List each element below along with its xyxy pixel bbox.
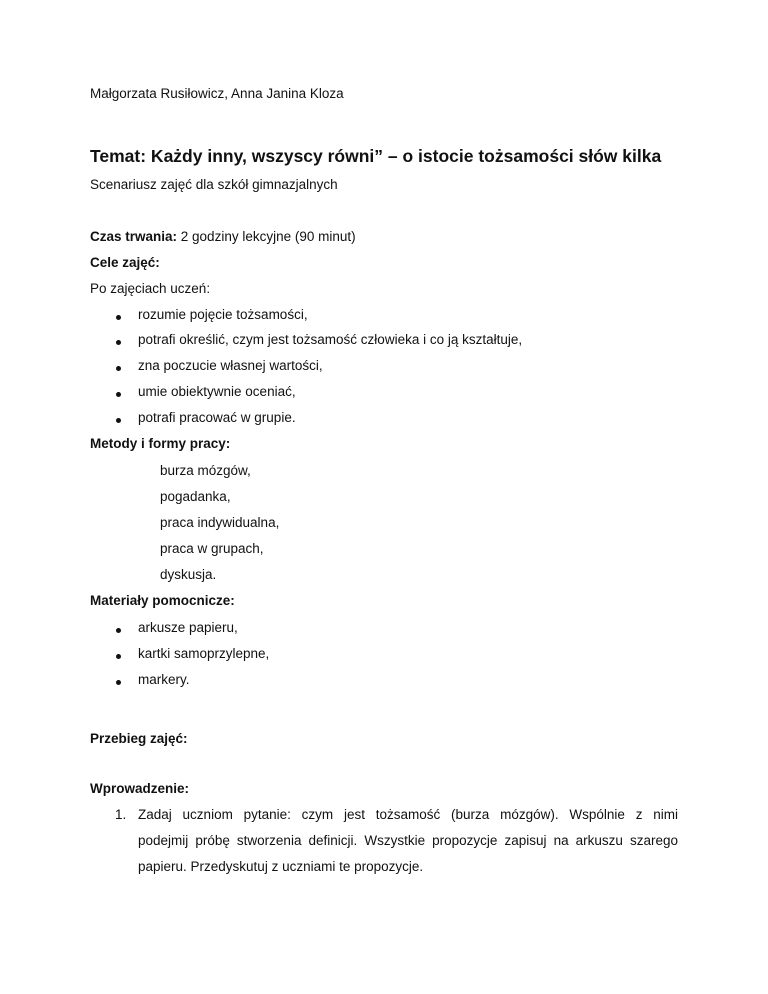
goal-item: rozumie pojęcie tożsamości, xyxy=(138,307,308,322)
bullet-icon xyxy=(116,315,121,320)
goals-intro: Po zajęciach uczeń: xyxy=(90,281,211,296)
page-title: Temat: Każdy inny, wszyscy równi” – o istocie tożsamości słów kilka xyxy=(90,146,662,166)
step-number: 1. xyxy=(115,807,127,822)
duration-value: 2 godziny lekcyjne (90 minut) xyxy=(177,229,356,244)
material-item: kartki samoprzylepne, xyxy=(138,646,270,661)
method-item: dyskusja. xyxy=(160,567,217,582)
bullet-icon xyxy=(116,340,121,345)
authors: Małgorzata Rusiłowicz, Anna Janina Kloza xyxy=(90,86,344,101)
material-item: markery. xyxy=(138,672,190,687)
bullet-icon xyxy=(116,654,121,659)
subtitle: Scenariusz zajęć dla szkół gimnazjalnych xyxy=(90,177,338,192)
duration-line xyxy=(90,228,356,246)
goal-item: potrafi określić, czym jest tożsamość człowieka i co ją kształtuje, xyxy=(138,332,523,347)
methods-heading: Metody i formy pracy: xyxy=(90,436,231,451)
materials-heading: Materiały pomocnicze: xyxy=(90,593,235,608)
duration-label: Czas trwania: xyxy=(90,229,178,244)
bullet-icon xyxy=(116,392,121,397)
step-text-line: papieru. Przedyskutuj z uczniami te propozycje. xyxy=(138,859,424,874)
step-text-line: Zadaj uczniom pytanie: czym jest tożsamość (burza mózgów). Wspólnie z nimi xyxy=(138,807,678,822)
goals-heading: Cele zajęć: xyxy=(90,255,160,270)
goal-item: zna poczucie własnej wartości, xyxy=(138,358,323,373)
method-item: burza mózgów, xyxy=(160,463,251,478)
bullet-icon xyxy=(116,366,121,371)
intro-heading: Wprowadzenie: xyxy=(90,781,190,796)
method-item: praca w grupach, xyxy=(160,541,264,556)
material-item: arkusze papieru, xyxy=(138,620,238,635)
bullet-icon xyxy=(116,418,121,423)
method-item: pogadanka, xyxy=(160,489,231,504)
course-heading: Przebieg zajęć: xyxy=(90,731,188,746)
bullet-icon xyxy=(116,628,121,633)
goal-item: umie obiektywnie oceniać, xyxy=(138,384,296,399)
method-item: praca indywidualna, xyxy=(160,515,280,530)
goal-item: potrafi pracować w grupie. xyxy=(138,410,296,425)
step-text-line: podejmij próbę stworzenia definicji. Wszystkie propozycje zapisuj na arkuszu szarego xyxy=(138,833,678,848)
bullet-icon xyxy=(116,680,121,685)
